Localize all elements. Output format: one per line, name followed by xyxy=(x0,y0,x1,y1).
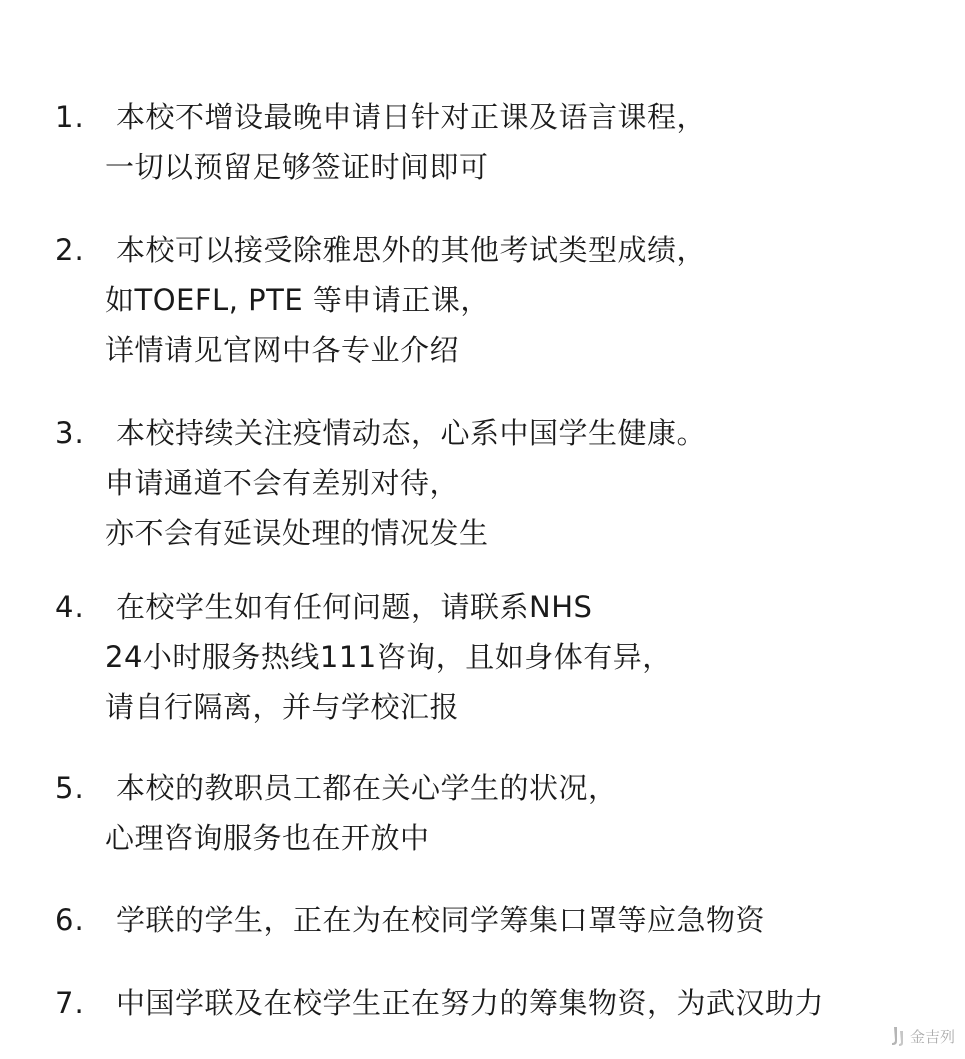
item-number: 4. xyxy=(55,590,85,624)
item-text xyxy=(105,225,706,375)
item-text xyxy=(105,763,618,863)
item-number: 1. xyxy=(55,100,85,134)
item-number: 5. xyxy=(55,771,85,805)
item-line: 申请通道不会有差别对待， xyxy=(105,466,460,500)
item-line: 一切以预留足够签证时间即可 xyxy=(105,150,489,184)
item-line: 本校持续关注疫情动态，心系中国学生健康。 xyxy=(116,416,707,450)
item-line: 在校学生如有任何问题，请联系NHS xyxy=(116,590,593,624)
item-number: 2. xyxy=(55,233,85,267)
item-text xyxy=(105,582,672,732)
item-line: 亦不会有延误处理的情况发生 xyxy=(105,516,489,550)
watermark-text: 金吉列 xyxy=(909,1027,955,1046)
item-line: 学联的学生，正在为在校同学筹集口罩等应急物资 xyxy=(116,903,766,937)
item-text xyxy=(105,978,824,1028)
item-text xyxy=(105,92,706,192)
item-text xyxy=(105,408,706,558)
item-number: 7. xyxy=(55,986,85,1020)
item-text xyxy=(105,895,765,945)
watermark xyxy=(891,1025,955,1047)
jjl-logo-icon xyxy=(891,1025,907,1047)
item-number: 6. xyxy=(55,903,85,937)
item-line: 本校的教职员工都在关心学生的状况， xyxy=(116,771,618,805)
item-line: 中国学联及在校学生正在努力的筹集物资，为武汉助力 xyxy=(116,986,825,1020)
item-line: 24小时服务热线111咨询，且如身体有异， xyxy=(105,640,672,674)
item-line: 本校不增设最晚申请日针对正课及语言课程， xyxy=(116,100,707,134)
item-line: 本校可以接受除雅思外的其他考试类型成绩， xyxy=(116,233,707,267)
item-line: 详情请见官网中各专业介绍 xyxy=(105,333,460,367)
item-line: 如TOEFL, PTE 等申请正课， xyxy=(105,283,490,317)
item-number: 3. xyxy=(55,416,85,450)
item-line: 请自行隔离，并与学校汇报 xyxy=(105,690,460,724)
item-line: 心理咨询服务也在开放中 xyxy=(105,821,430,855)
